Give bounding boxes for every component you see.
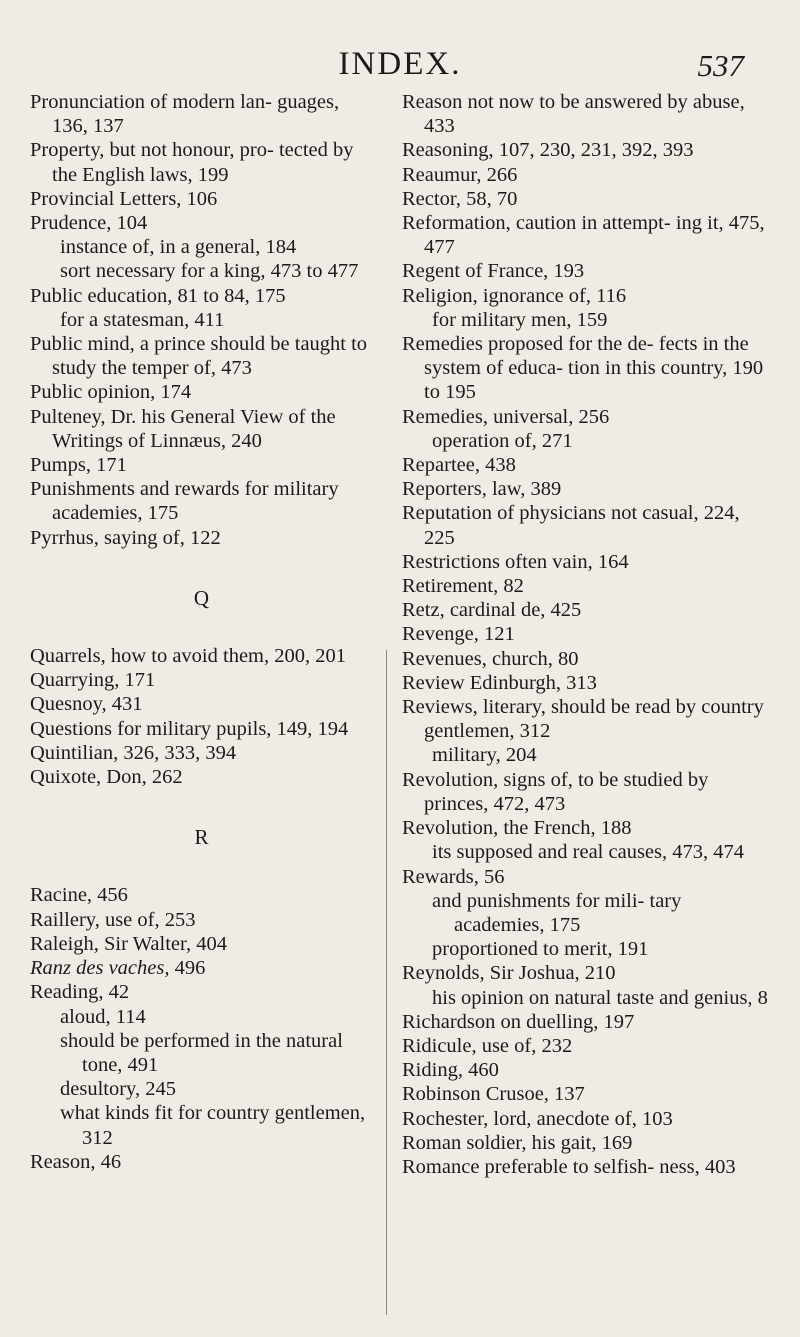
index-entry: Romance preferable to selfish- ness, 403 [402, 1155, 736, 1178]
index-entry: Reporters, law, 389 [402, 478, 562, 501]
index-entry: Racine, 456 [30, 884, 128, 907]
index-entry: Reason not now to be answered by abuse, 433 [402, 91, 745, 138]
index-entry: Richardson on duelling, 197 [402, 1010, 635, 1033]
page-header [0, 46, 800, 86]
index-entry: Revolution, signs of, to be studied by princes, 472, 473 [402, 768, 709, 815]
index-entry: Pyrrhus, saying of, 122 [30, 526, 221, 549]
index-entry: Quarrying, 171 [30, 669, 156, 692]
index-entry [30, 956, 374, 980]
index-entry: Revenues, church, 80 [402, 647, 579, 670]
index-entry: Prudence, 104 [30, 212, 148, 235]
index-entry: Ridicule, use of, 232 [402, 1034, 573, 1057]
index-entry: Reviews, literary, should be read by country gentlemen, 312 [402, 696, 764, 743]
index-entry: Pumps, 171 [30, 454, 127, 477]
index-entry: Religion, ignorance of, 116 [402, 284, 627, 307]
index-entry: Riding, 460 [402, 1059, 499, 1082]
section-letter-q: Q [193, 585, 211, 610]
index-entry: Rector, 58, 70 [402, 187, 518, 210]
index-entry: Punishments and rewards for military academies, 175 [30, 478, 339, 525]
entry-italic-heading: Ranz des vaches, [30, 957, 170, 980]
index-entry: Quixote, Don, 262 [30, 766, 183, 789]
column-divider [386, 650, 387, 1315]
index-entry: Reformation, caution in attempt- ing it, 475, 477 [402, 212, 765, 259]
index-subentry: for a statesman, 411 [60, 308, 225, 331]
index-entry: Repartee, 438 [402, 454, 516, 477]
index-entry: Reaumur, 266 [402, 163, 518, 186]
index-entry: Restrictions often vain, 164 [402, 550, 629, 573]
index-subentry: aloud, 114 [60, 1005, 146, 1028]
index-entry: Public opinion, 174 [30, 381, 192, 404]
index-entry: Rochester, lord, anecdote of, 103 [402, 1107, 673, 1130]
index-entry: Reading, 42 [30, 981, 130, 1004]
index-subentry: proportioned to merit, 191 [432, 938, 649, 961]
index-subentry: should be performed in the natural tone, 491 [60, 1029, 343, 1076]
running-title: INDEX. [338, 46, 462, 82]
index-entry: Robinson Crusoe, 137 [402, 1083, 585, 1106]
index-subentry: military, 204 [432, 744, 537, 767]
index-subentry: its supposed and real causes, 473, 474 [432, 841, 744, 864]
index-entry: Reputation of physicians not casual, 224, 225 [402, 502, 740, 549]
left-column [30, 90, 374, 1174]
index-entry: Quintilian, 326, 333, 394 [30, 741, 237, 764]
right-entries [402, 90, 774, 1179]
index-entry: Remedies, universal, 256 [402, 405, 610, 428]
index-entry: Revolution, the French, 188 [402, 817, 632, 840]
index-subentry: and punishments for mili- tary academies, 175 [432, 889, 682, 936]
index-entry: Raillery, use of, 253 [30, 908, 196, 931]
index-entry: Reason, 46 [30, 1150, 122, 1173]
index-subentry: what kinds fit for country gentlemen, 312 [60, 1102, 366, 1149]
index-subentry: sort necessary for a king, 473 to 477 [60, 260, 359, 283]
index-entry: Roman soldier, his gait, 169 [402, 1131, 633, 1154]
q-entries [30, 644, 374, 789]
page-number: 537 [697, 48, 744, 83]
section-letter-r: R [194, 825, 210, 850]
r-entries [30, 883, 374, 1173]
entry-pages: 496 [169, 957, 206, 980]
index-entry: Public mind, a prince should be taught to study the temper of, 473 [30, 333, 368, 380]
index-entry: Quarrels, how to avoid them, 200, 201 [30, 645, 346, 668]
index-subentry: his opinion on natural taste and genius, 8 [432, 986, 768, 1009]
index-entry: Pronunciation of modern lan- guages, 136, 137 [30, 91, 340, 138]
index-entry: Remedies proposed for the de- fects in the system of educa- tion in this country, 190 to 195 [402, 333, 764, 404]
index-entry: Reynolds, Sir Joshua, 210 [402, 962, 616, 985]
index-entry: Revenge, 121 [402, 623, 515, 646]
index-entry: Pulteney, Dr. his General View of the Writings of Linnæus, 240 [30, 405, 336, 452]
p-entries [30, 90, 374, 550]
right-column [402, 90, 774, 1179]
index-entry: Retz, cardinal de, 425 [402, 599, 582, 622]
index-entry: Regent of France, 193 [402, 260, 585, 283]
index-entry: Retirement, 82 [402, 575, 524, 598]
index-subentry: operation of, 271 [432, 429, 573, 452]
index-subentry: desultory, 245 [60, 1078, 176, 1101]
index-subentry: for military men, 159 [432, 308, 608, 331]
index-entry: Provincial Letters, 106 [30, 187, 218, 210]
index-entry: Property, but not honour, pro- tected by the English laws, 199 [30, 139, 354, 186]
index-entry: Questions for military pupils, 149, 194 [30, 717, 349, 740]
index-entry: Rewards, 56 [402, 865, 505, 888]
index-entry: Reasoning, 107, 230, 231, 392, 393 [402, 139, 694, 162]
index-subentry: instance of, in a general, 184 [60, 236, 297, 259]
index-entry: Public education, 81 to 84, 175 [30, 284, 286, 307]
index-entry: Review Edinburgh, 313 [402, 671, 597, 694]
index-entry: Quesnoy, 431 [30, 693, 143, 716]
index-entry: Raleigh, Sir Walter, 404 [30, 932, 227, 955]
